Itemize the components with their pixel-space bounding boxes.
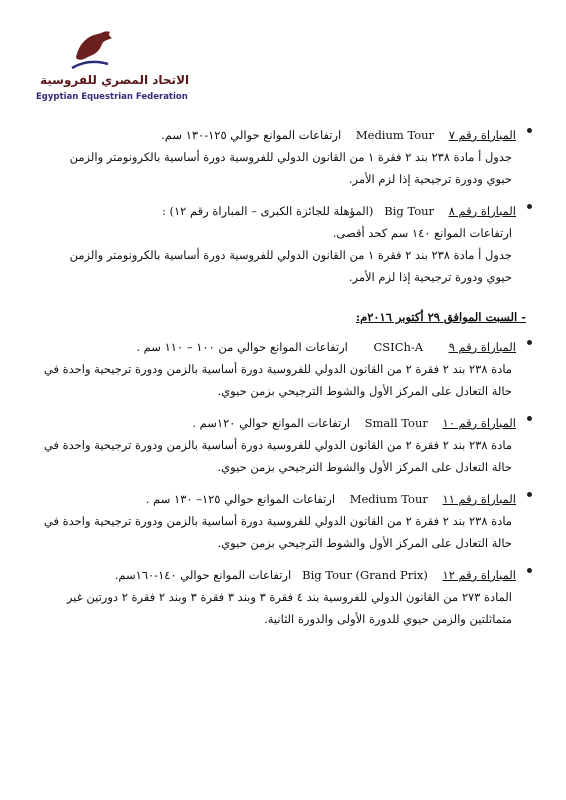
match-7 [40, 124, 526, 190]
match-rule-line: حيوي ودورة ترجيحية إذا لزم الأمر. [348, 172, 512, 186]
bullet-icon [527, 204, 532, 209]
federation-logo [18, 28, 190, 108]
match-11 [40, 488, 526, 554]
match-rule-line: حالة التعادل على المركز الأول والشوط الترجيحي بزمن حيوي. [217, 536, 512, 550]
match-tour: Big Tour (Grand Prix) [302, 568, 428, 582]
bullet-icon [527, 568, 532, 573]
match-label: المباراة رقم ٨ [448, 204, 516, 218]
match-rule-line: حالة التعادل على المركز الأول والشوط الترجيحي بزمن حيوي. [217, 460, 512, 474]
match-rule-line: حيوي ودورة ترجيحية إذا لزم الأمر. [348, 270, 512, 284]
bullet-icon [527, 416, 532, 421]
match-desc: ارتفاعات الموانع حوالي من ١٠٠ – ١١٠ سم . [136, 340, 348, 354]
document-body [40, 124, 526, 640]
match-8 [40, 200, 526, 288]
match-desc: ارتفاعات الموانع حوالي ١٢٥-١٣٠ سم. [161, 128, 342, 142]
match-label: المباراة رقم ١١ [442, 492, 516, 506]
org-name-arabic: الاتحاد المصري للفروسية [40, 73, 190, 87]
match-rule-line: حالة التعادل على المركز الأول والشوط الترجيحي بزمن حيوي. [217, 384, 512, 398]
horse-logo-icon [68, 28, 116, 72]
match-label: المباراة رقم ١٠ [442, 416, 516, 430]
match-9 [40, 336, 526, 402]
match-rule-line: مادة ٢٣٨ بند ٢ فقرة ٢ من القانون الدولي للفروسية دورة أساسية بالزمن ودورة ترجيحية واحدة في [43, 514, 512, 528]
match-label: المباراة رقم ٧ [448, 128, 516, 142]
match-tour: Big Tour [384, 204, 435, 218]
match-tour: CSICh-A [373, 340, 424, 354]
match-rule-line: جدول أ مادة ٢٣٨ بند ٢ فقرة ١ من القانون الدولي للفروسية دورة أساسية بالكرونومتر والزمن [69, 248, 512, 262]
match-desc: ارتفاعات الموانع حوالي ١٤٠-١٦٠سم. [114, 568, 292, 582]
match-desc: ارتفاعات الموانع حوالي ١٢٥– ١٣٠ سم . [145, 492, 336, 506]
match-tour: Medium Tour [349, 492, 428, 506]
org-name-english: Egyptian Equestrian Federation [36, 92, 188, 102]
match-tour: Small Tour [364, 416, 428, 430]
match-label: المباراة رقم ١٢ [442, 568, 516, 582]
match-rule-line: مادة ٢٣٨ بند ٢ فقرة ٢ من القانون الدولي للفروسية دورة أساسية بالزمن ودورة ترجيحية واحدة في [43, 438, 512, 452]
bullet-icon [527, 340, 532, 345]
match-tour: Medium Tour [355, 128, 435, 142]
match-label: المباراة رقم ٩ [448, 340, 516, 354]
match-rule-line: جدول أ مادة ٢٣٨ بند ٢ فقرة ١ من القانون الدولي للفروسية دورة أساسية بالكرونومتر والزمن [69, 150, 512, 164]
match-10 [40, 412, 526, 478]
match-desc: (المؤهلة للجائزة الكبرى – المباراة رقم ١٢) : [161, 204, 374, 218]
match-12 [40, 564, 526, 630]
match-rule-line: ارتفاعات الموانع ١٤٠ سم كحد أقصى. [332, 226, 512, 240]
match-rule-line: مادة ٢٣٨ بند ٢ فقرة ٢ من القانون الدولي للفروسية دورة أساسية بالزمن ودورة ترجيحية واحدة في [43, 362, 512, 376]
match-rule-line: المادة ٢٧٣ من القانون الدولي للفروسية بند ٤ فقرة ٣ وبند ٣ فقرة ٣ وبند ٢ فقرة ٢ دورتين غير [66, 590, 512, 604]
bullet-icon [527, 492, 532, 497]
bullet-icon [527, 128, 532, 133]
section-date-heading: - السبت الموافق ٢٩ أكتوبر ٢٠١٦م: [355, 310, 526, 324]
match-rule-line: متماثلتين والزمن حيوي للدورة الأولى والدورة الثانية. [264, 612, 512, 626]
match-desc: ارتفاعات الموانع حوالي ١٢٠سم . [192, 416, 350, 430]
